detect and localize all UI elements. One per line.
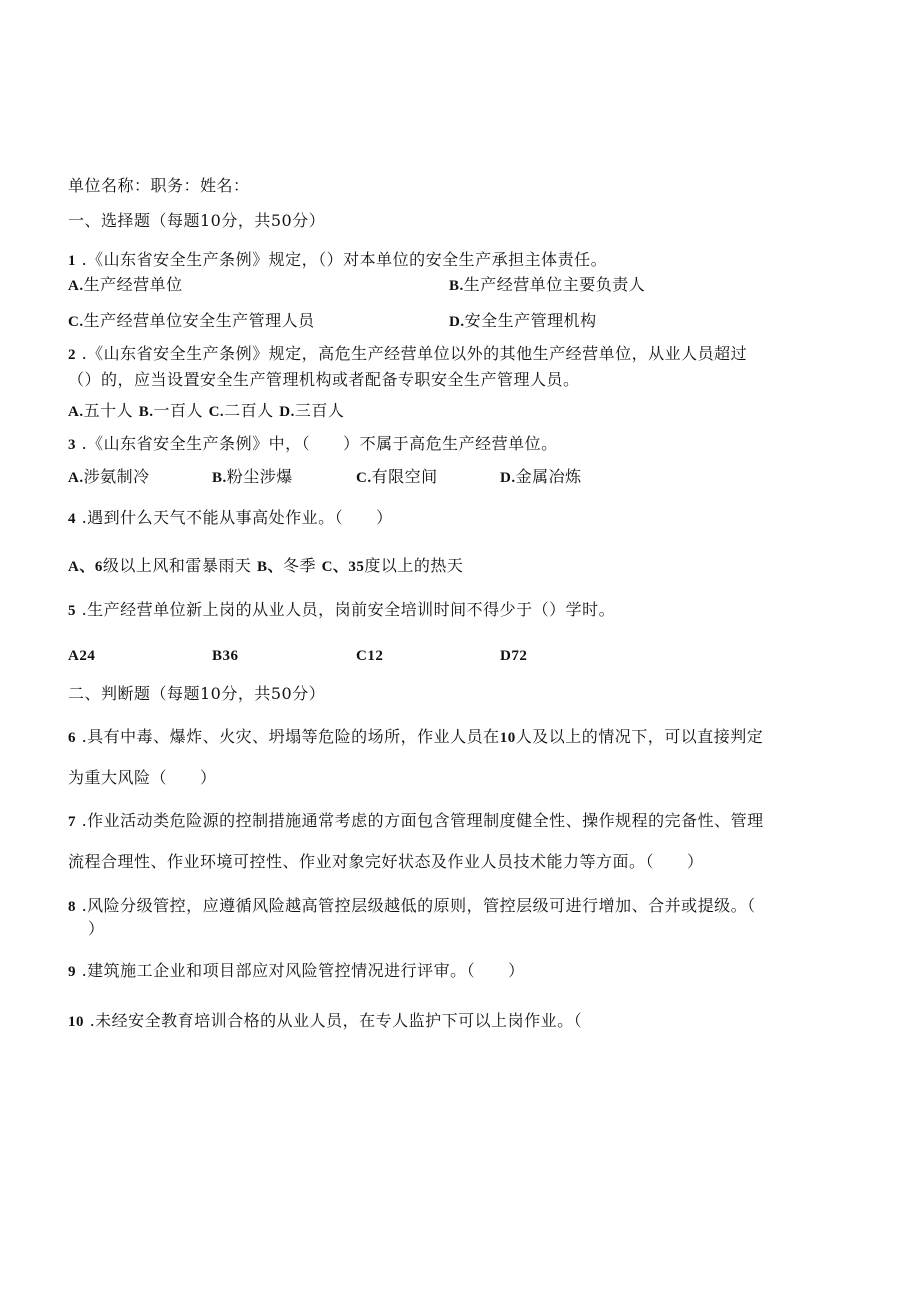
q5-option-b: B36 xyxy=(212,648,239,664)
question-text: .建筑施工企业和项目部应对风险管控情况进行评审。（ ） xyxy=(81,961,525,980)
section2-title: 二、判断题（每题10分，共50分） xyxy=(68,684,326,703)
option-letter: A、 xyxy=(68,559,95,575)
question-3 xyxy=(68,434,558,455)
question-number: 10 xyxy=(68,1014,84,1030)
question-8-line2: ） xyxy=(88,919,105,938)
question-number: 3 xyxy=(68,437,76,453)
option-number: 35 xyxy=(348,559,365,575)
option-letter: D. xyxy=(500,470,516,486)
option-letter: A. xyxy=(68,404,84,420)
option-text: 冬季 xyxy=(282,556,316,575)
option-letter: C. xyxy=(356,470,372,486)
option-number: 6 xyxy=(94,559,103,575)
q1-option-b xyxy=(449,275,645,296)
question-7 xyxy=(68,811,764,832)
question-text: .具有中毒、爆炸、火灾、坍塌等危险的场所，作业人员在 xyxy=(81,727,500,746)
question-8 xyxy=(68,896,756,917)
question-text: .作业活动类危险源的控制措施通常考虑的方面包含管理制度健全性、操作规程的完备性、管理 xyxy=(81,811,764,830)
question-10 xyxy=(68,1011,582,1032)
option-letter: D. xyxy=(279,404,295,420)
q1-option-c xyxy=(68,311,315,332)
question-2 xyxy=(68,344,747,365)
option-text: 生产经营单位安全生产管理人员 xyxy=(83,311,315,330)
option-text: 涉氨制冷 xyxy=(83,467,150,486)
option-text: 一百人 xyxy=(153,401,203,420)
section1-title: 一、选择题（每题10分，共50分） xyxy=(68,211,326,230)
question-inline-number: 10 xyxy=(499,730,516,746)
q3-option-d xyxy=(500,467,582,488)
question-number: 8 xyxy=(68,899,76,915)
question-text: .遇到什么天气不能从事高处作业。（ ） xyxy=(81,508,393,527)
option-text: 有限空间 xyxy=(371,467,438,486)
question-text: .《山东省安全生产条例》中，（ ）不属于高危生产经营单位。 xyxy=(81,434,558,453)
option-letter: C、 xyxy=(321,559,349,575)
option-text: 安全生产管理机构 xyxy=(464,311,597,330)
option-text: 生产经营单位主要负责人 xyxy=(463,275,646,294)
question-5 xyxy=(68,600,615,621)
question-6-line2: 为重大风险（ ） xyxy=(68,768,217,787)
q5-option-a: A24 xyxy=(68,648,96,664)
option-text: 粉尘涉爆 xyxy=(226,467,293,486)
q1-option-d xyxy=(449,311,597,332)
q3-option-a xyxy=(68,467,150,488)
question-2-line2: （）的，应当设置安全生产管理机构或者配备专职安全生产管理人员。 xyxy=(68,370,580,389)
question-4 xyxy=(68,508,393,529)
option-text: 级以上风和雷暴雨天 xyxy=(102,556,252,575)
question-text: .生产经营单位新上岗的从业人员，岗前安全培训时间不得少于（）学时。 xyxy=(81,600,616,619)
question-text: .风险分级管控，应遵循风险越高管控层级越低的原则，管控层级可进行增加、合并或提级。（ xyxy=(81,896,756,915)
option-text: 生产经营单位 xyxy=(83,275,183,294)
question-6 xyxy=(68,727,763,748)
q1-option-a xyxy=(68,275,183,296)
option-letter: C. xyxy=(68,314,84,330)
option-letter: A. xyxy=(68,278,84,294)
question-1 xyxy=(68,250,607,271)
question-number: 4 xyxy=(68,511,76,527)
question-number: 1 xyxy=(68,253,76,269)
question-7-line2: 流程合理性、作业环境可控性、作业对象完好状态及作业人员技术能力等方面。（ ） xyxy=(68,852,704,871)
option-letter: B、 xyxy=(256,559,283,575)
option-letter: B. xyxy=(138,404,154,420)
option-letter: D. xyxy=(449,314,465,330)
q4-options xyxy=(68,556,463,577)
question-number: 7 xyxy=(68,814,76,830)
question-number: 2 xyxy=(68,347,76,363)
option-letter: B. xyxy=(212,470,227,486)
q2-options xyxy=(68,401,344,422)
q3-option-c xyxy=(356,467,438,488)
option-text: 五十人 xyxy=(83,401,134,420)
question-text: .《山东省安全生产条例》规定，高危生产经营单位以外的其他生产经营单位，从业人员超过 xyxy=(81,344,748,363)
question-number: 5 xyxy=(68,603,76,619)
option-text: 金属冶炼 xyxy=(515,467,582,486)
option-text: 度以上的热天 xyxy=(364,556,464,575)
option-letter: B. xyxy=(449,278,464,294)
option-text: 三百人 xyxy=(294,401,345,420)
question-text: .未经安全教育培训合格的从业人员，在专人监护下可以上岗作业。（ xyxy=(89,1011,583,1030)
q5-option-d: D72 xyxy=(500,648,528,664)
option-letter: C. xyxy=(208,404,225,420)
question-number: 9 xyxy=(68,964,76,980)
question-text: .《山东省安全生产条例》规定，（）对本单位的安全生产承担主体责任。 xyxy=(81,250,608,269)
q5-option-c: C12 xyxy=(356,648,384,664)
option-letter: A. xyxy=(68,470,84,486)
question-9 xyxy=(68,961,525,982)
option-text: 二百人 xyxy=(224,401,274,420)
question-text-cont: 人及以上的情况下，可以直接判定 xyxy=(515,727,764,746)
header-info-line: 单位名称：职务：姓名： xyxy=(68,176,250,195)
q3-option-b xyxy=(212,467,293,488)
question-number: 6 xyxy=(68,730,76,746)
